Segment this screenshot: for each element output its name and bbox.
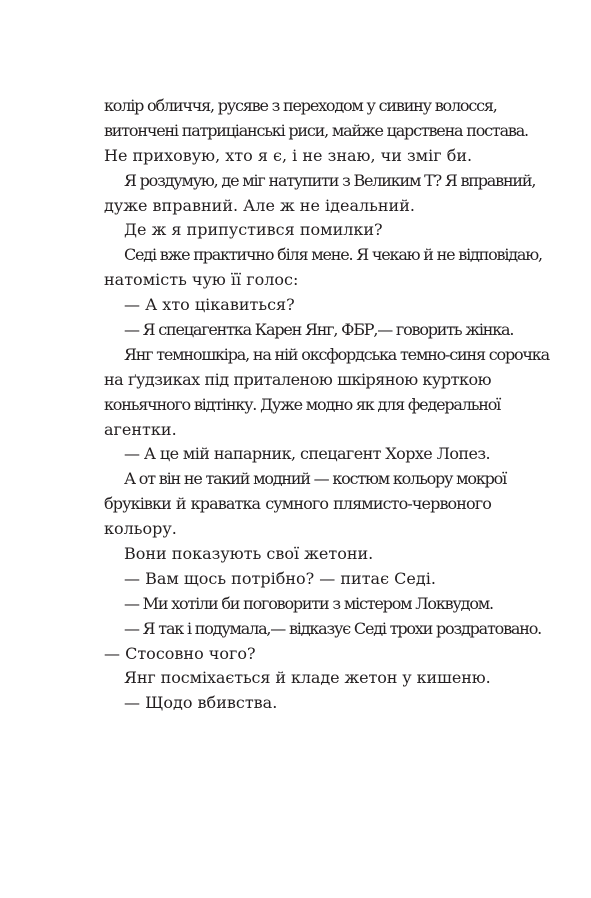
text-line: Я роздумую, де міг натупити з Великим Т? Я вправний, [124, 170, 536, 190]
text-line: витончені патриціанські риси, майже царствена постава. [104, 120, 528, 140]
text-line: Седі вже практично біля мене. Я чекаю й не відповідаю, [124, 245, 542, 265]
text-line: — Щодо вбивства. [124, 693, 278, 713]
text-line: коньячного відтінку. Дуже модно як для федеральної [104, 394, 501, 414]
text-line: — Стосовно чого? [104, 643, 256, 663]
text-line: Янг посміхається й кладе жетон у кишеню. [124, 668, 491, 688]
text-line: на ґудзиках під приталеною шкіряною курткою [104, 369, 491, 389]
text-line: кольору. [104, 519, 177, 539]
text-line: Янг темношкіра, на ній оксфордська темно-синя сорочка [124, 344, 549, 364]
text-line: — Ми хотіли би поговорити з містером Локвудом. [124, 593, 493, 613]
text-line: — А це мій напарник, спецагент Хорхе Лопез. [124, 444, 490, 464]
text-line: дуже вправний. Але ж не ідеальний. [104, 195, 415, 215]
text-line: агентки. [104, 419, 177, 439]
text-line: — Вам щось потрібно? — питає Седі. [124, 568, 436, 588]
text-line: Не приховую, хто я є, і не знаю, чи зміг би. [104, 145, 473, 165]
text-line: колір обличчя, русяве з переходом у сивину волосся, [104, 96, 497, 115]
text-line: Вони показують свої жетони. [124, 544, 374, 564]
text-line: А от він не такий модний — костюм кольору мокрої [124, 469, 507, 489]
text-line: Де ж я припустився помилки? [124, 220, 383, 240]
text-line: — А хто цікавиться? [124, 295, 295, 315]
body-text [104, 94, 549, 716]
text-line: — Я спецагентка Карен Янг, ФБР,— говорить жінка. [124, 320, 514, 340]
text-line: — Я так і подумала,— відказує Седі трохи роздратовано. [124, 618, 542, 638]
text-line: бруківки й краватка сумного плямисто-червоного [104, 494, 491, 514]
text-line: натомість чую її голос: [104, 270, 299, 290]
